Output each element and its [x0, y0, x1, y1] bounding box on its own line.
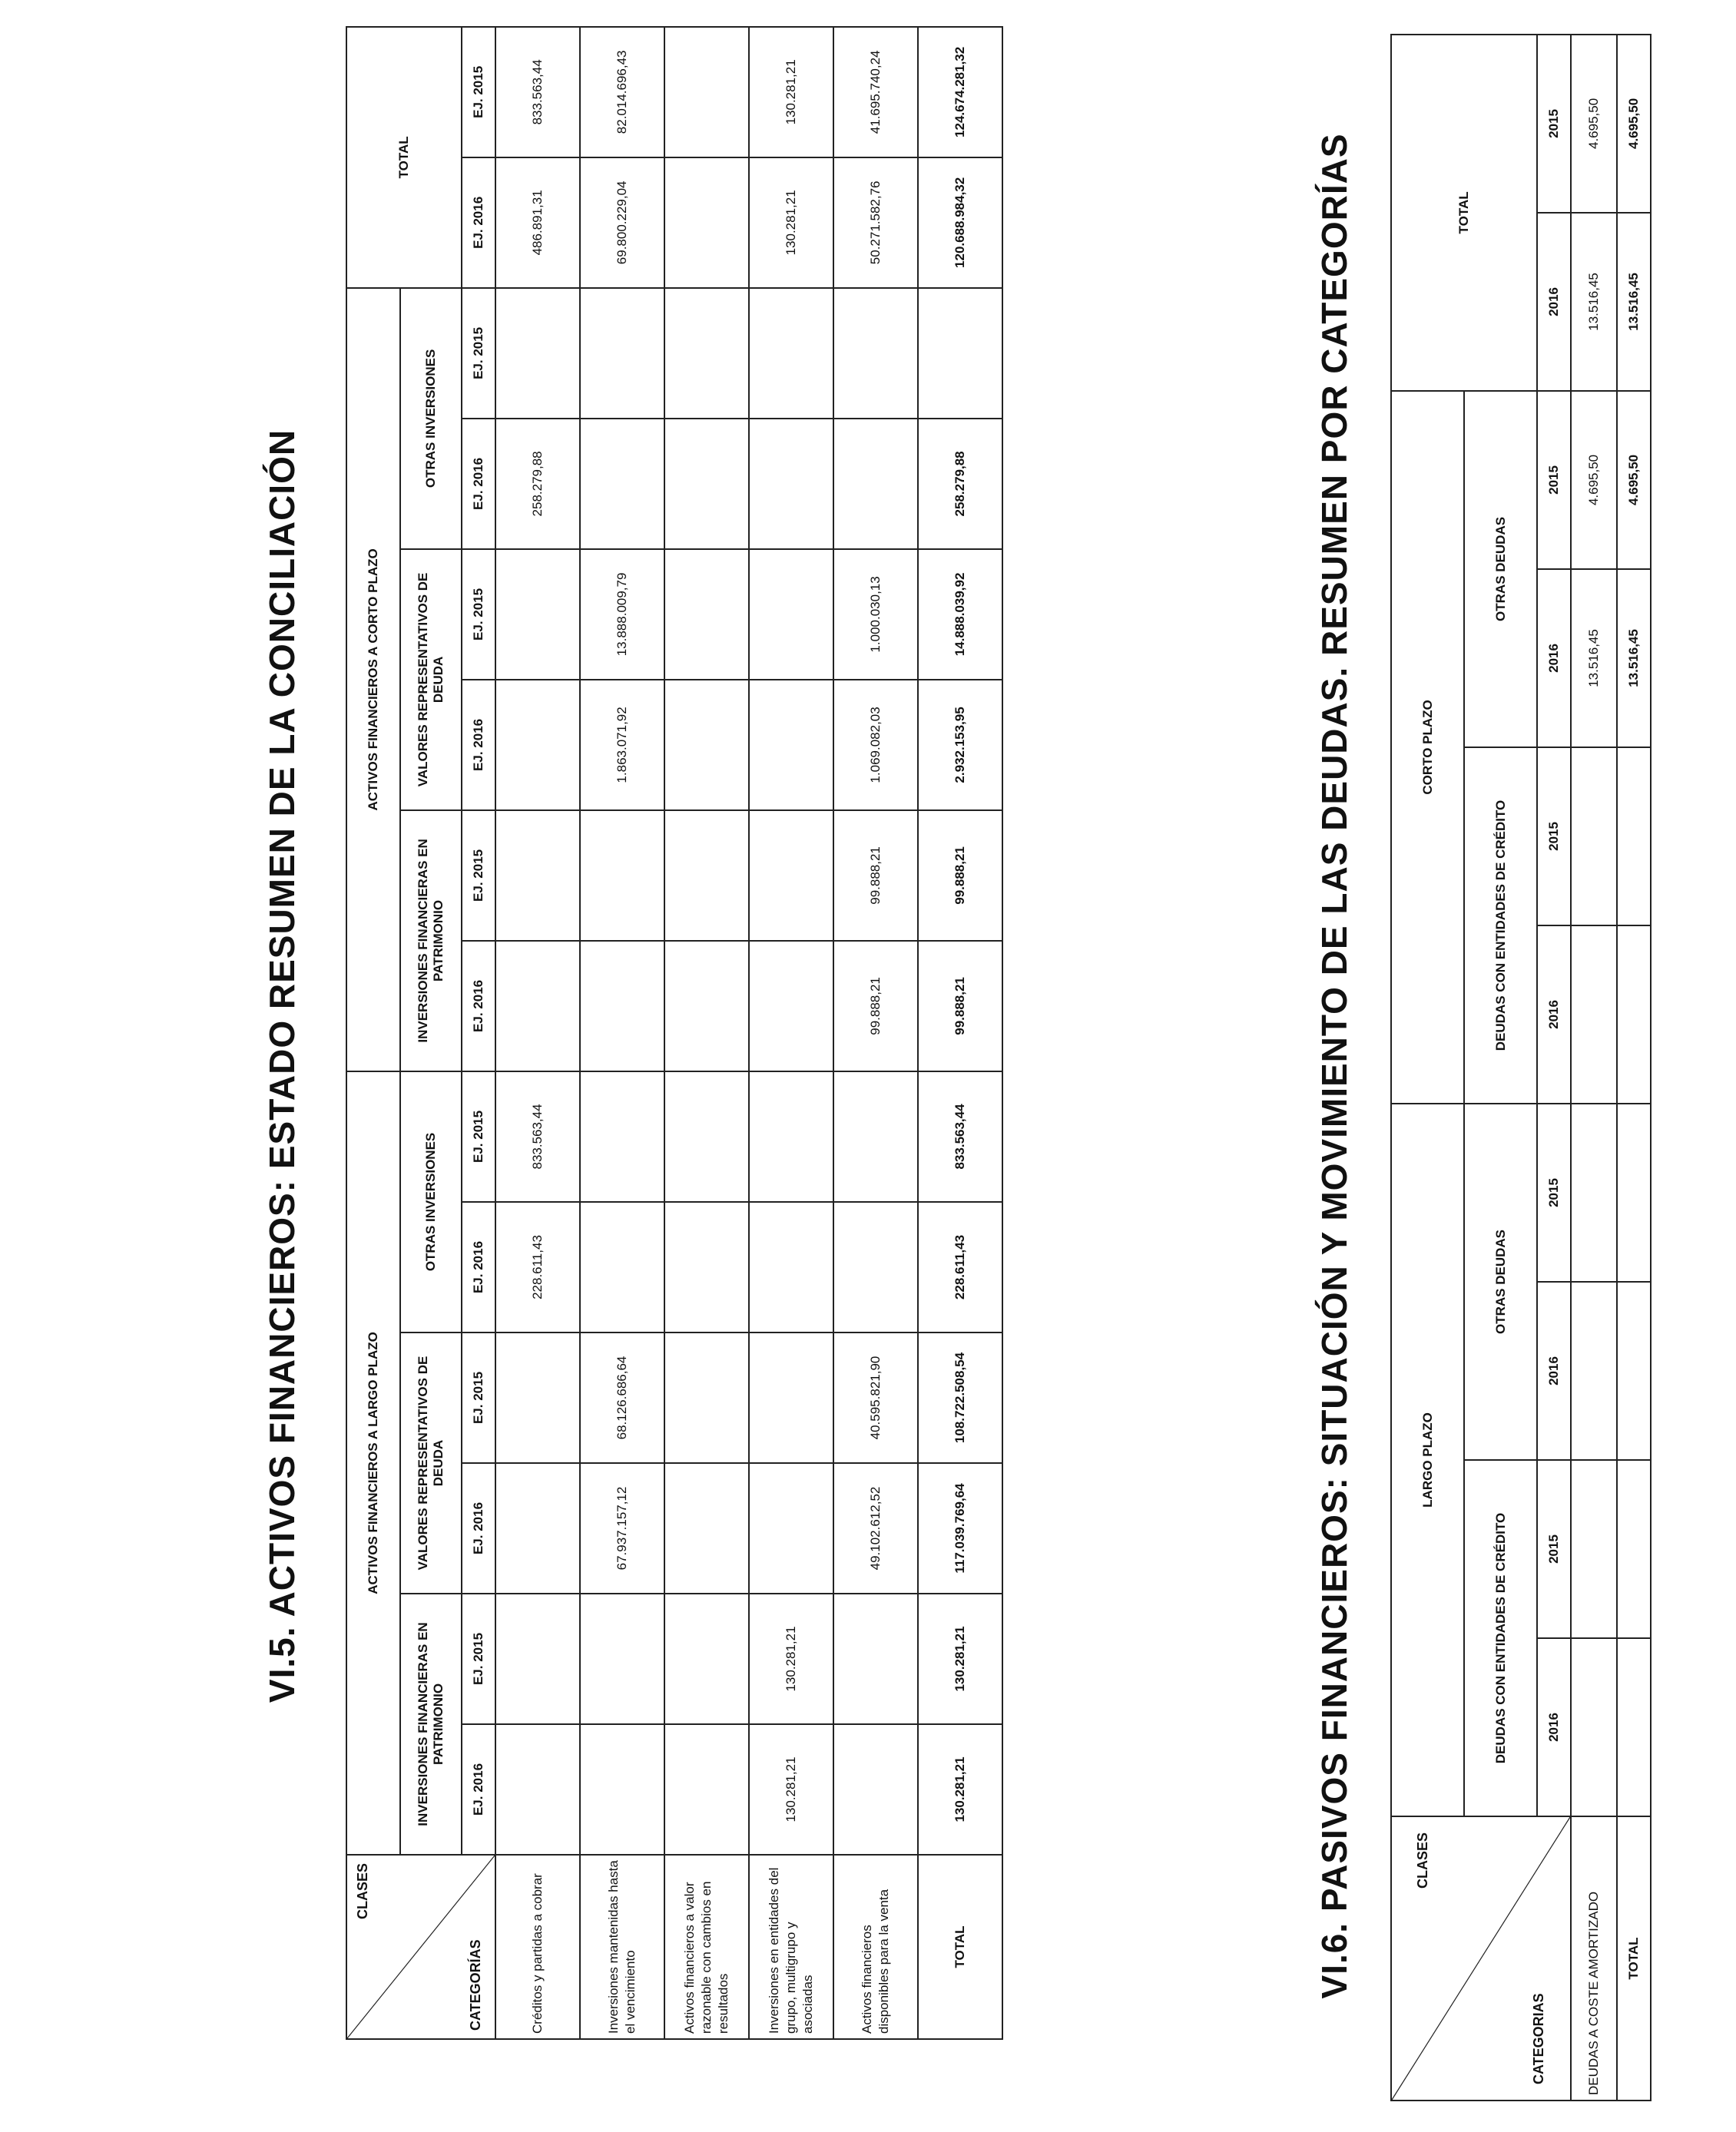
- total-cell: 258.279,88: [918, 419, 1002, 549]
- sub-patrimonio-lp: INVERSIONES FINANCIERAS EN PATRIMONIO: [400, 1594, 462, 1855]
- total-cell: 833.563,44: [918, 1071, 1002, 1202]
- value-cell: [833, 288, 918, 419]
- table-row: [1571, 35, 1617, 2101]
- total-label: TOTAL: [918, 1855, 1002, 2039]
- value-cell: [749, 419, 833, 549]
- value-cell: 49.102.612,52: [833, 1463, 918, 1594]
- value-cell: [495, 1594, 580, 1724]
- value-cell: [749, 941, 833, 1071]
- total-cell: [1617, 1104, 1651, 1282]
- total-label: TOTAL: [1617, 1816, 1651, 2101]
- total-cell: [1617, 1460, 1651, 1638]
- value-cell: 67.937.157,12: [580, 1463, 664, 1594]
- year-header: EJ. 2015: [462, 288, 495, 419]
- total-cell: 130.281,21: [918, 1724, 1002, 1855]
- value-cell: [580, 288, 664, 419]
- value-cell: [664, 1202, 749, 1332]
- value-cell: [749, 810, 833, 941]
- value-cell: 130.281,21: [749, 1594, 833, 1724]
- value-cell: [749, 288, 833, 419]
- year-header: 2015: [1537, 1460, 1571, 1638]
- value-cell: 82.014.696,43: [580, 27, 664, 157]
- value-cell: [580, 810, 664, 941]
- value-cell: [664, 27, 749, 157]
- year-header: 2016: [1537, 925, 1571, 1104]
- table-row: [580, 27, 664, 2039]
- total-cell: 108.722.508,54: [918, 1332, 1002, 1463]
- value-cell: [664, 1594, 749, 1724]
- total-cell: 99.888,21: [918, 941, 1002, 1071]
- year-header: 2016: [1537, 569, 1571, 747]
- value-cell: [664, 941, 749, 1071]
- value-cell: 4.695,50: [1571, 391, 1617, 569]
- value-cell: 258.279,88: [495, 419, 580, 549]
- value-cell: [664, 810, 749, 941]
- value-cell: [495, 1463, 580, 1594]
- value-cell: [664, 1332, 749, 1463]
- value-cell: 13.516,45: [1571, 213, 1617, 391]
- value-cell: 4.695,50: [1571, 35, 1617, 213]
- value-cell: 1.069.082,03: [833, 680, 918, 810]
- header-corto-plazo: ACTIVOS FINANCIEROS A CORTO PLAZO: [346, 288, 400, 1071]
- value-cell: [1571, 1104, 1617, 1282]
- value-cell: [749, 680, 833, 810]
- value-cell: 1.000.030,13: [833, 549, 918, 680]
- table-activos: [346, 26, 1003, 2040]
- row-category: DEUDAS A COSTE AMORTIZADO: [1571, 1816, 1617, 2101]
- section-pasivos: [1306, 0, 1736, 2132]
- value-cell: 130.281,21: [749, 157, 833, 288]
- value-cell: [749, 1332, 833, 1463]
- total-cell: 13.516,45: [1617, 569, 1651, 747]
- year-header: EJ. 2016: [462, 1202, 495, 1332]
- header-largo-plazo-2: LARGO PLAZO: [1391, 1104, 1464, 1816]
- value-cell: [1571, 1460, 1617, 1638]
- value-cell: 99.888,21: [833, 810, 918, 941]
- section-activos: [253, 0, 967, 2132]
- value-cell: [833, 1594, 918, 1724]
- year-header: 2015: [1537, 747, 1571, 925]
- value-cell: 50.271.582,76: [833, 157, 918, 288]
- row-category: Inversiones en entidades del grupo, multigrupo y asociadas: [749, 1855, 833, 2039]
- year-header: 2016: [1537, 1638, 1571, 1816]
- total-cell: 228.611,43: [918, 1202, 1002, 1332]
- value-cell: [664, 157, 749, 288]
- value-cell: [833, 1202, 918, 1332]
- value-cell: [833, 419, 918, 549]
- value-cell: [664, 549, 749, 680]
- year-header: EJ. 2015: [462, 27, 495, 157]
- value-cell: [1571, 925, 1617, 1104]
- value-cell: [664, 419, 749, 549]
- value-cell: [580, 1594, 664, 1724]
- value-cell: [664, 680, 749, 810]
- total-cell: 124.674.281,32: [918, 27, 1002, 157]
- value-cell: 130.281,21: [749, 27, 833, 157]
- value-cell: 69.800.229,04: [580, 157, 664, 288]
- sub-patrimonio-cp: INVERSIONES FINANCIERAS EN PATRIMONIO: [400, 810, 462, 1071]
- year-header: EJ. 2016: [462, 1463, 495, 1594]
- sub-valores-cp: VALORES REPRESENTATIVOS DE DEUDA: [400, 549, 462, 810]
- total-cell: 120.688.984,32: [918, 157, 1002, 288]
- year-header: 2015: [1537, 1104, 1571, 1282]
- corner-cell-2: [1391, 1816, 1571, 2101]
- year-header: EJ. 2016: [462, 157, 495, 288]
- year-header: 2016: [1537, 1282, 1571, 1460]
- value-cell: 486.891,31: [495, 157, 580, 288]
- total-cell: 4.695,50: [1617, 35, 1651, 213]
- sub-otras-deudas-cp: OTRAS DEUDAS: [1464, 391, 1537, 747]
- value-cell: [749, 1071, 833, 1202]
- corner-categorias: CATEGORÍAS: [468, 1939, 483, 2031]
- header-largo-plazo: ACTIVOS FINANCIEROS A LARGO PLAZO: [346, 1071, 400, 1855]
- total-cell: 13.516,45: [1617, 213, 1651, 391]
- value-cell: 13.516,45: [1571, 569, 1617, 747]
- value-cell: [495, 810, 580, 941]
- table-row: [495, 27, 580, 2039]
- total-cell: 2.932.153,95: [918, 680, 1002, 810]
- header-total: TOTAL: [346, 27, 462, 288]
- table-row: [749, 27, 833, 2039]
- value-cell: 99.888,21: [833, 941, 918, 1071]
- sub-otras-deudas-lp: OTRAS DEUDAS: [1464, 1104, 1537, 1460]
- year-header: EJ. 2015: [462, 1071, 495, 1202]
- value-cell: 228.611,43: [495, 1202, 580, 1332]
- value-cell: [664, 1724, 749, 1855]
- value-cell: [833, 1724, 918, 1855]
- year-header: EJ. 2016: [462, 680, 495, 810]
- value-cell: 833.563,44: [495, 1071, 580, 1202]
- value-cell: [495, 549, 580, 680]
- value-cell: [580, 941, 664, 1071]
- total-row: [918, 27, 1002, 2039]
- total-cell: 4.695,50: [1617, 391, 1651, 569]
- total-cell: [1617, 747, 1651, 925]
- value-cell: [580, 1071, 664, 1202]
- total-cell: 117.039.769,64: [918, 1463, 1002, 1594]
- year-header: EJ. 2015: [462, 1594, 495, 1724]
- sub-otras-cp: OTRAS INVERSIONES: [400, 288, 462, 549]
- value-cell: [1571, 1638, 1617, 1816]
- year-header: 2015: [1537, 391, 1571, 569]
- value-cell: [1571, 747, 1617, 925]
- year-header: EJ. 2015: [462, 810, 495, 941]
- value-cell: [495, 680, 580, 810]
- row-category: Inversiones mantenidas hasta el vencimiento: [580, 1855, 664, 2039]
- sub-otras-lp: OTRAS INVERSIONES: [400, 1071, 462, 1332]
- value-cell: [495, 1724, 580, 1855]
- year-header: EJ. 2016: [462, 941, 495, 1071]
- total-cell: [1617, 1638, 1651, 1816]
- header-corto-plazo-2: CORTO PLAZO: [1391, 391, 1464, 1104]
- table-row: [833, 27, 918, 2039]
- value-cell: 13.888.009,79: [580, 549, 664, 680]
- corner-clases: CLASES: [355, 1863, 370, 1920]
- value-cell: [495, 1332, 580, 1463]
- row-category: Créditos y partidas a cobrar: [495, 1855, 580, 2039]
- sub-valores-lp: VALORES REPRESENTATIVOS DE DEUDA: [400, 1332, 462, 1594]
- row-category: Activos financieros disponibles para la venta: [833, 1855, 918, 2039]
- table-row: [664, 27, 749, 2039]
- value-cell: 41.695.740,24: [833, 27, 918, 157]
- value-cell: [664, 288, 749, 419]
- total-cell: 99.888,21: [918, 810, 1002, 941]
- year-header: EJ. 2016: [462, 419, 495, 549]
- year-header: 2015: [1537, 35, 1571, 213]
- year-header: EJ. 2015: [462, 1332, 495, 1463]
- year-header: EJ. 2015: [462, 549, 495, 680]
- title-vi6: VI.6. PASIVOS FINANCIEROS: SITUACIÓN Y MOVIMIENTO DE LAS DEUDAS. RESUMEN POR CATEGORÍAS: [1314, 133, 1354, 1999]
- sub-entidades-lp: DEUDAS CON ENTIDADES DE CRÉDITO: [1464, 1460, 1537, 1816]
- total-row: [1617, 35, 1651, 2101]
- value-cell: [580, 1724, 664, 1855]
- corner-clases-2: CLASES: [1415, 1832, 1430, 1889]
- total-cell: [1617, 925, 1651, 1104]
- value-cell: [495, 288, 580, 419]
- value-cell: [749, 1202, 833, 1332]
- value-cell: 1.863.071,92: [580, 680, 664, 810]
- row-category: Activos financieros a valor razonable con cambios en resultados: [664, 1855, 749, 2039]
- value-cell: 833.563,44: [495, 27, 580, 157]
- value-cell: [833, 1071, 918, 1202]
- value-cell: 68.126.686,64: [580, 1332, 664, 1463]
- value-cell: [580, 1202, 664, 1332]
- sub-entidades-cp: DEUDAS CON ENTIDADES DE CRÉDITO: [1464, 747, 1537, 1104]
- value-cell: 130.281,21: [749, 1724, 833, 1855]
- total-cell: 130.281,21: [918, 1594, 1002, 1724]
- value-cell: [1571, 1282, 1617, 1460]
- value-cell: [580, 419, 664, 549]
- year-header: EJ. 2016: [462, 1724, 495, 1855]
- table-pasivos: [1390, 34, 1652, 2101]
- value-cell: [664, 1463, 749, 1594]
- corner-categorias-2: CATEGORIAS: [1531, 1993, 1546, 2084]
- value-cell: [664, 1071, 749, 1202]
- value-cell: [495, 941, 580, 1071]
- value-cell: 40.595.821,90: [833, 1332, 918, 1463]
- value-cell: [749, 1463, 833, 1594]
- total-cell: [1617, 1282, 1651, 1460]
- year-header: 2016: [1537, 213, 1571, 391]
- header-total-2: TOTAL: [1391, 35, 1537, 391]
- total-cell: 14.888.039,92: [918, 549, 1002, 680]
- corner-cell: [346, 1855, 495, 2039]
- title-vi5: VI.5. ACTIVOS FINANCIEROS: ESTADO RESUMEN DE LA CONCILIACIÓN: [262, 429, 302, 1703]
- total-cell: [918, 288, 1002, 419]
- value-cell: [749, 549, 833, 680]
